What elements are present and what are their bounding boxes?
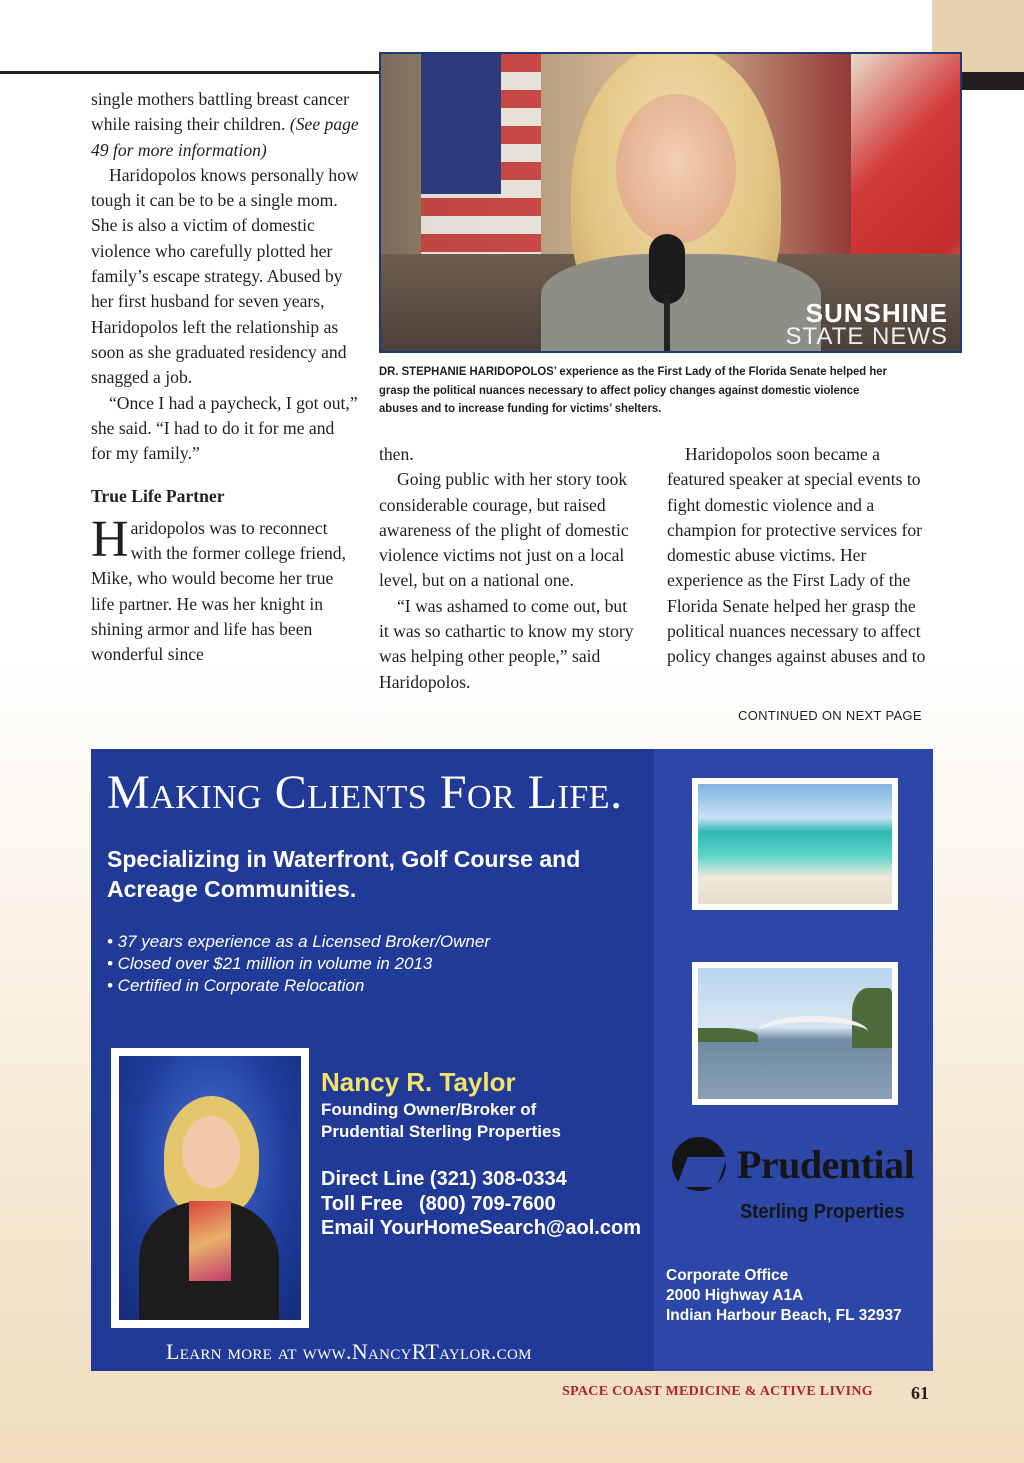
portrait-scarf [189,1201,231,1281]
article-paragraph: Haridopolos knows personally how tough it can be to be a single mom. She is also a victim of domestic violence who carefully plotted her family’s escape strategy. Abused by her first husband for seven years, Haridopolos left the relationship as soon as she graduated residency and snagged a job. [91,164,359,388]
agent-name: Nancy R. Taylor [321,1067,516,1097]
direct-line-value[interactable]: (321) 308-0334 [429,1168,567,1190]
agent-title-line: Founding Owner/Broker of [321,1100,537,1119]
article-quote: “Once I had a paycheck, I got out,” she said. “I had to do it for me and for my family.” [91,392,358,464]
bridge-photo [692,962,898,1105]
ad-headline: Making Clients For Life. [107,766,623,819]
article-paragraph [91,87,359,163]
top-rule [0,71,380,74]
drop-cap: H [91,510,129,568]
article-paragraph [91,510,359,668]
toll-free-line [321,1192,641,1217]
publication-footer: SPACE COAST MEDICINE & ACTIVE LIVING [562,1384,873,1399]
news-logo-line1: SUNSHINE [805,298,948,328]
continued-note: CONTINUED ON NEXT PAGE [738,708,922,723]
article-subhead: True Life Partner [91,486,225,507]
article-paragraph: then. [379,444,414,464]
article-photo [379,52,962,353]
ad-bullet: • Certified in Corporate Relocation [107,976,365,995]
office-line: Corporate Office [666,1267,789,1284]
office-line: 2000 Highway A1A [666,1287,804,1304]
direct-line [321,1167,641,1192]
article-column-3 [667,442,933,670]
photo-caption: DR. STEPHANIE HARIDOPOLOS’ experience as the First Lady of the Florida Senate helped her grasp the political nuances necessary to affect policy changes against domestic violence abuses and to increase funding for victims’ shelters. [379,364,887,415]
agent-title [321,1099,561,1143]
news-logo-line2: STATE NEWS [785,323,948,350]
email-line [321,1216,641,1241]
ad-bullet: • Closed over $21 million in volume in 2013 [107,954,433,973]
article-paragraph: Haridopolos soon became a featured speaker at special events to fight domestic violence and a champion for protective services for domestic abuse victims. Her experience as the First Lady of the Florida Senate helped her grasp the political nuances necessary to affect policy changes against abuses and to [667,444,926,667]
direct-line-label: Direct Line [321,1168,425,1190]
advertisement [91,749,933,1371]
article-column-2 [379,442,641,695]
article-paragraph: Going public with her story took considerable courage, but raised awareness of the plight of domestic violence victims not just on a local level, but on a national one. [379,469,629,591]
email-link[interactable]: YourHomeSearch@aol.com [379,1217,641,1239]
portrait-background [119,1056,301,1320]
microphone-stand [664,294,670,353]
email-label: Email [321,1217,375,1239]
office-line: Indian Harbour Beach, FL 32937 [666,1307,902,1324]
article-column-1 [91,87,359,668]
ad-bullet-list [107,931,490,997]
rock-icon [672,1137,726,1191]
agent-contacts [321,1167,641,1241]
beach-image [698,784,892,904]
agent-portrait [111,1048,309,1328]
ad-bullet: • 37 years experience as a Licensed Broker/Owner [107,932,490,951]
office-address [666,1266,902,1326]
article-text: aridopolos was to reconnect with the former college friend, Mike, who would become her true life partner. He was her knight in shining armor and life has been wonderful since [91,517,347,665]
toll-free-value[interactable]: (800) 709-7600 [419,1192,556,1215]
bridge-image [698,968,892,1099]
article-reference: (See page 49 for more information) [91,114,359,160]
bridge-shape [758,1016,868,1048]
agent-title-line: Prudential Sterling Properties [321,1122,561,1141]
news-logo [785,298,948,350]
ad-subhead: Specializing in Waterfront, Golf Course and Acreage Communities. [107,846,581,902]
portrait-face [182,1116,240,1188]
article-quote: “I was ashamed to come out, but it was so cathartic to know my story was helping other people,” said Haridopolos. [379,595,634,692]
brand-subtitle: Sterling Properties [740,1201,905,1223]
article-text: single mothers battling breast cancer while raising their children. [91,89,349,135]
toll-free-label: Toll Free [321,1192,403,1215]
shore-shape [698,1028,758,1042]
beach-photo [692,778,898,910]
us-flag-canton [421,54,501,194]
website-link[interactable]: Learn more at www.NancyRTaylor.com [166,1339,532,1364]
top-rule-accent [962,72,1024,90]
speaker-face [616,94,736,244]
page-number: 61 [911,1383,929,1403]
brand-name: Prudential [737,1142,915,1187]
